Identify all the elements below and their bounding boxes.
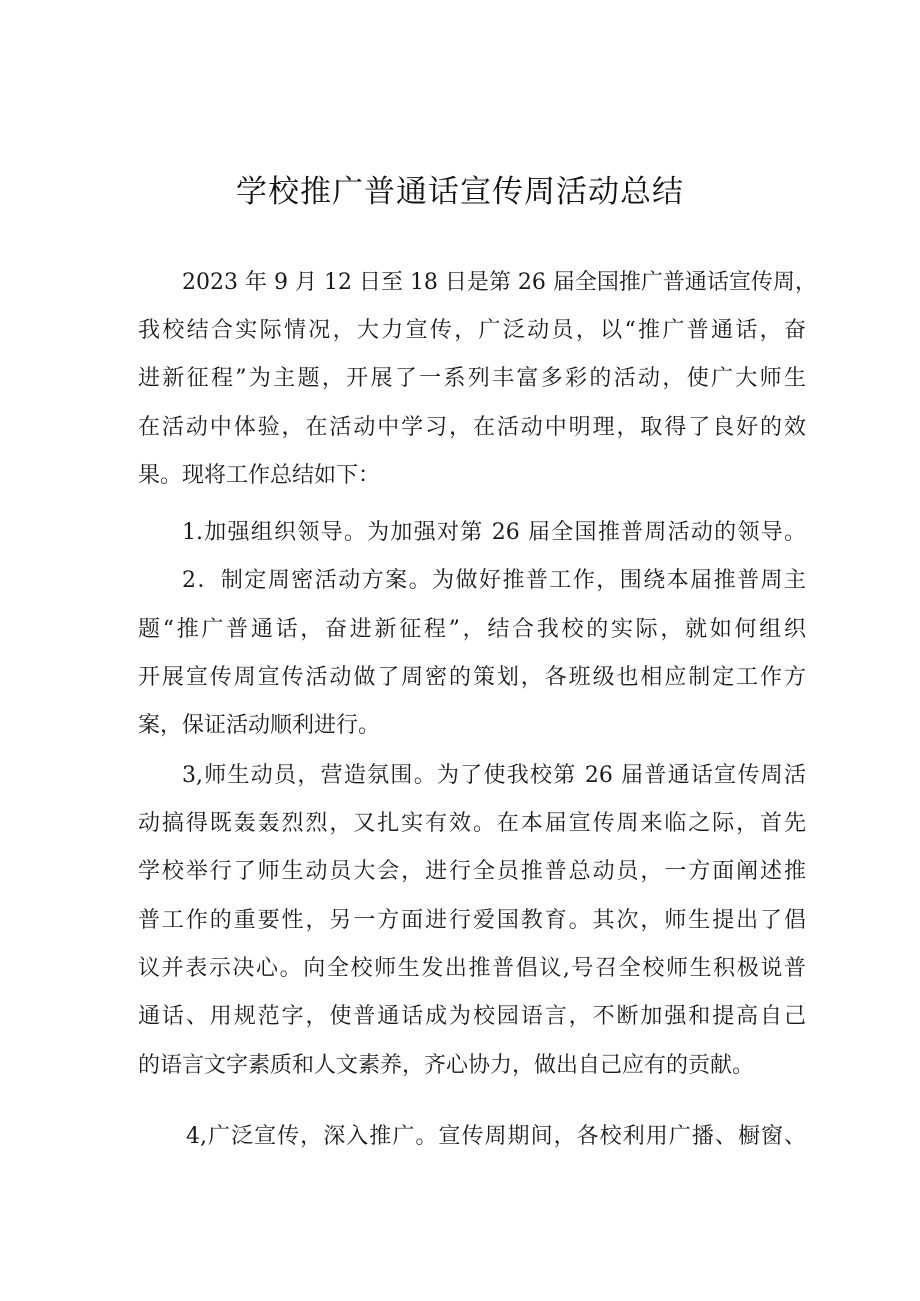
paragraph-line: 案，保证活动顺利进行。 [138,713,381,738]
paragraph-line: 题“推广普通话，奋进新征程”，结合我校的实际，就如何组织 [138,617,806,642]
paragraph-line: 动搞得既轰轰烈烈，又扎实有效。在本届宣传周来临之际，首先 [138,811,806,836]
paragraph-line: 1.加强组织领导。为加强对第 26 届全国推普周活动的领导。 [182,520,806,545]
paragraph-line: 在活动中体验，在活动中学习，在活动中明理，取得了良好的效 [138,415,806,440]
paragraph-line: 3,师生动员，营造氛围。为了使我校第 26 届普通话宣传周活 [182,763,806,788]
paragraph-line: 的语言文字素质和人文素养，齐心协力，做出自己应有的贡献。 [138,1053,755,1078]
paragraph-line: 2．制定周密活动方案。为做好推普工作，围绕本届推普周主 [182,568,806,593]
paragraph-line: 进新征程”为主题，开展了一系列丰富多彩的活动，使广大师生 [138,366,806,391]
paragraph-line: 2023 年 9 月 12 日至 18 日是第 26 届全国推广普通话宣传周， [182,270,817,295]
paragraph-line: 普工作的重要性，另一方面进行爱国教育。其次，师生提出了倡 [138,908,806,933]
paragraph-line: 议并表示决心。向全校师生发出推普倡议,号召全校师生积极说普 [138,956,806,981]
paragraph-line: 开展宣传周宣传活动做了周密的策划，各班级也相应制定工作方 [138,665,806,690]
paragraph-line: 通话、用规范字，使普通话成为校园语言，不断加强和提高自己 [138,1004,806,1029]
paragraph-line: 果。现将工作总结如下： [138,463,381,488]
paragraph-line: 学校举行了师生动员大会，进行全员推普总动员，一方面阐述推 [138,859,806,884]
paragraph-line: 我校结合实际情况，大力宣传，广泛动员，以“推广普通话，奋 [138,318,806,343]
paragraph-line: 4,广泛宣传，深入推广。宣传周期间，各校利用广播、橱窗、 [186,1124,806,1149]
document-title: 学校推广普通话宣传周活动总结 [236,174,684,210]
